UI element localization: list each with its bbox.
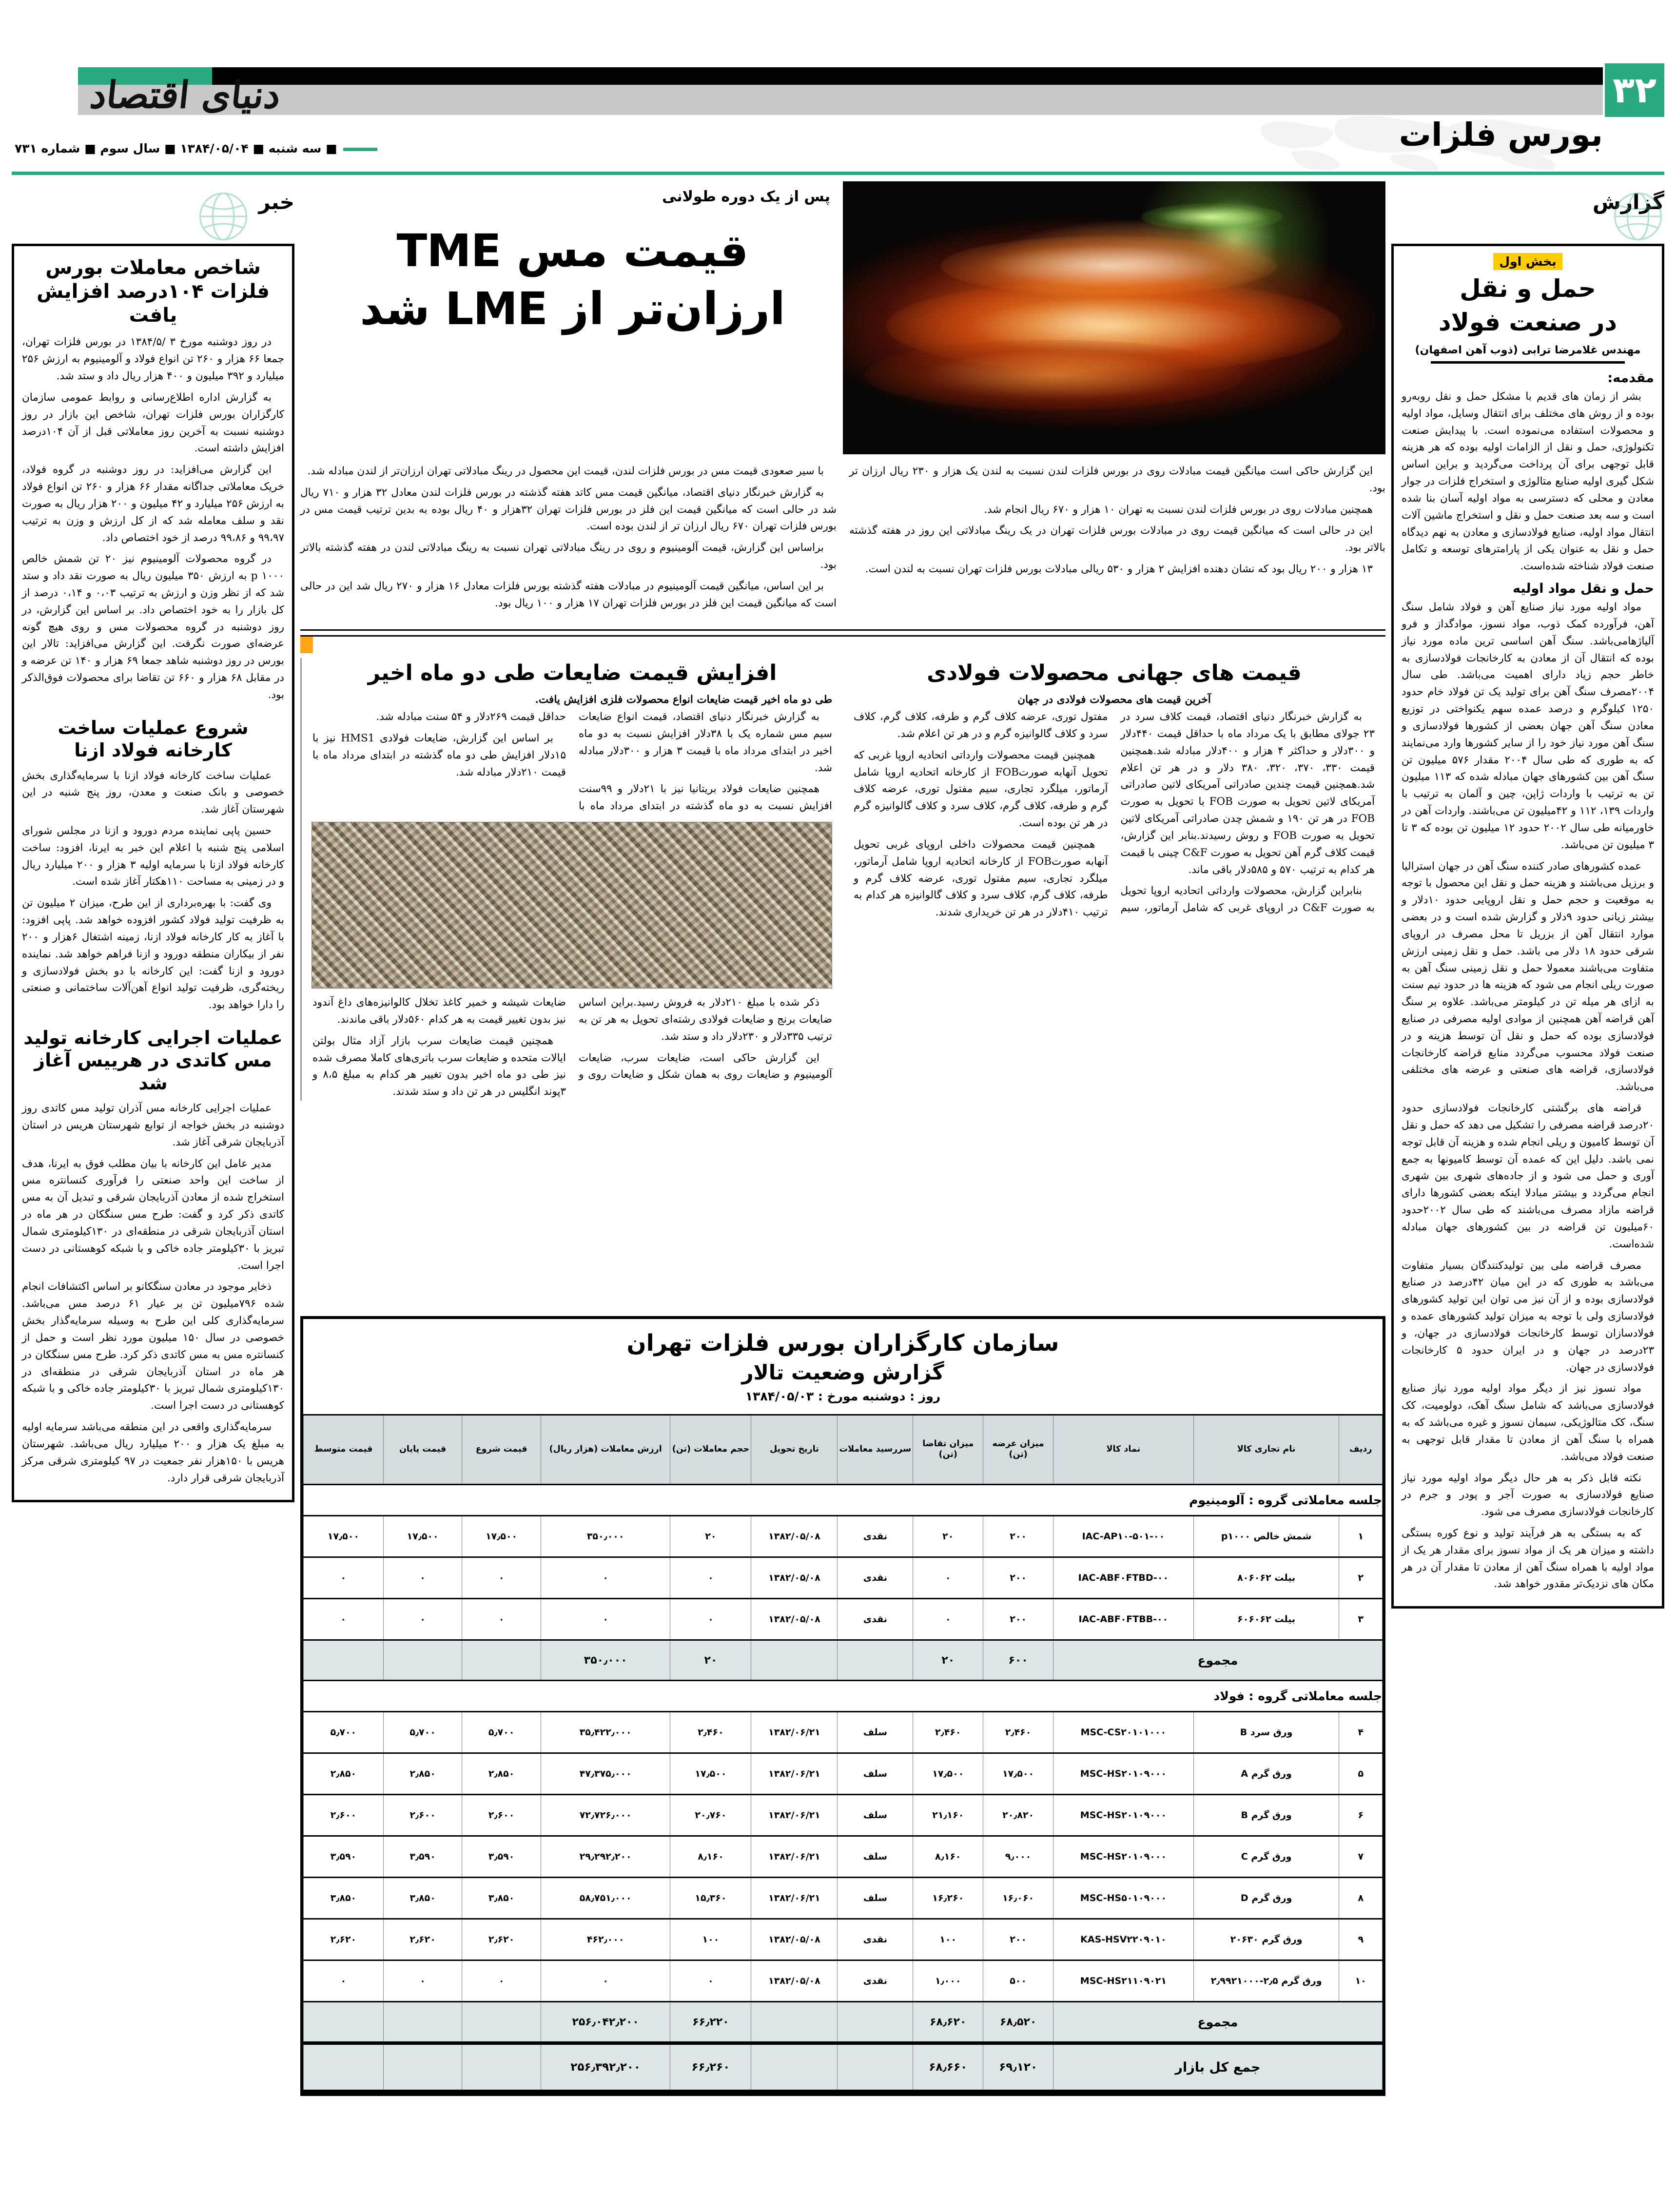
cell-supply: ۲٫۴۶۰ (983, 1712, 1053, 1753)
dateline-text: ■ سه شنبه ■ ۱۳۸۴/۰۵/۰۴ ■ سال سوم ■ شماره ۷۳۱ (15, 141, 337, 155)
article2-p2: بر اساس این گزارش، ضایعات فولادی HMS1 نیز با ۱۵دلار افزایش طی دو ماه گذشته در ابتدای مرداد ماه با قیمت ۲۱۰دلار مبادله شد. (312, 732, 566, 778)
lead-p6: این در حالی است که میانگین قیمت روی در مبادلات بورس فلزات تهران در یک رینگ مبادلاتی این روز در هفته گذشته بالاتر بود. (849, 524, 1385, 554)
group2-total-demand: ۶۸٫۶۲۰ (913, 2002, 983, 2043)
cell-open: ۲٫۸۵۰ (462, 1753, 541, 1795)
news2-p0: عملیات ساخت کارخانه فولاد ازنا با سرمایه‌گذاری بخش خصوصی و بانک صنعت و معدن، روز پنج شنبه در این شهرستان آغاز شد. (22, 769, 284, 816)
masthead-logo: دنیای اقتصاد (88, 73, 283, 116)
cell-value: ۲۹٫۲۹۲٫۲۰۰ (541, 1836, 670, 1878)
cell-value: ۰ (541, 1960, 670, 2002)
report-part-badge: بخش اول (1493, 253, 1562, 270)
cell-open: ۰ (462, 1960, 541, 2002)
cell-no: ۹ (1339, 1919, 1383, 1960)
report-rule (1431, 361, 1625, 364)
lead-p0: با سیر صعودی قیمت مس در بورس فلزات لندن، قیمت این محصول در رینگ مبادلاتی تهران ارزان‌تر از لندن مبادله شد. (307, 465, 824, 477)
group2-total-close (383, 2002, 462, 2043)
center-two-articles (300, 658, 1385, 1101)
cell-volume: ۲۰٫۷۶۰ (670, 1795, 751, 1836)
cell-name: ورق گرم C (1193, 1836, 1339, 1878)
cell-demand: ۲٫۴۶۰ (913, 1712, 983, 1753)
group1-total-demand: ۲۰ (913, 1640, 983, 1681)
news3-p0: عملیات اجرایی کارخانه مس آذران تولید مس کاتدی روز دوشنبه در بخش خواجه‌ از توابع شهرستان هریس در استان آذربایجان شرقی آغاز شد. (22, 1102, 284, 1148)
cell-value: ۰ (541, 1599, 670, 1640)
article2-headline: افزایش قیمت ضایعات طی دو ماه اخیر (368, 660, 777, 685)
cell-demand: ۱۰۰ (913, 1919, 983, 1960)
report-p4: مصرف قراضه ملی بین تولیدکنندگان بسیار متفاوت می‌باشد به طوری که در این میان ۴۲درصد در صنایع فولادسازی بوده و از آن نیز می توان این تولید کشورهای فولادسازی ولی با توجه به میزان تولید کشورهای عمده و فولادسازان توسط کارخانجات فولادسازی در جهان، و ۲۳درصد در جهان و در ایران حدود ۵ کارخانجات فولادسازی در جهان. (1402, 1259, 1655, 1374)
group1-total-settle (838, 1640, 913, 1681)
table-row (304, 1960, 1383, 2002)
cell-avg: ۰ (304, 1960, 384, 2002)
grand-total-label: جمع کل بازار (1053, 2043, 1383, 2092)
cell-demand: ۱۷٫۵۰۰ (913, 1753, 983, 1795)
cell-supply: ۲۰۰ (983, 1919, 1053, 1960)
cell-supply: ۱۷٫۵۰۰ (983, 1753, 1053, 1795)
bourse-status-table (300, 1316, 1385, 2096)
header-green-rule (12, 172, 1664, 175)
cell-close: ۲٫۶۰۰ (383, 1795, 462, 1836)
th-avg-price: قیمت متوسط (304, 1415, 384, 1485)
table-row (304, 1712, 1383, 1753)
cell-supply: ۹٫۰۰۰ (983, 1836, 1053, 1878)
cell-no: ۸ (1339, 1878, 1383, 1919)
cell-volume: ۱۷٫۵۰۰ (670, 1753, 751, 1795)
article3-p3: همچنین قیمت محصولات داخلی اروپای غربی تحویل آنهابه صورتFOB از کارخانه اتحادیه اروپا شامل آرماتور، میلگرد تجاری، سیم مفتول توری، عرضه کلاف گرم و طرفه، کلاف گرم، کلاف سرد و کلاف گالوانیزه هر کدام به ترتیب ۴۱۰دلار در هر تن خریداری شدند. (854, 838, 1108, 919)
lead-p2: براساس این گزارش، قیمت آلومینیوم و روی در رینگ مبادلاتی تهران نسبت به رینگ مبادلاتی لندن در هفته گذشته بالاتر بود. (300, 542, 837, 571)
cell-supply: ۵۰۰ (983, 1960, 1053, 2002)
table-row (304, 1599, 1383, 1640)
cell-volume: ۲٫۴۶۰ (670, 1712, 751, 1753)
cell-volume: ۰ (670, 1557, 751, 1599)
group2-total-label: مجموع (1053, 2002, 1383, 2043)
news3-body (22, 1100, 284, 1487)
table-row (304, 1836, 1383, 1878)
cell-demand: ۲۰ (913, 1516, 983, 1557)
cell-supply: ۲۰٫۸۲۰ (983, 1795, 1053, 1836)
cell-name: شمش خالص p۱۰۰۰ (1193, 1516, 1339, 1557)
scrap-metal-photo (312, 822, 832, 989)
news1-p2: این گزارش می‌افزاید: در روز دوشنبه در گروه فولاد، خریک معاملاتی جداگانه مقدار ۶۶ هزار و ۲۶۰ تن انواع فولاد به ارزش ۲۵۶ میلیارد و ۴۲ میلیون و ۲۰۰ هزار ریال به صورت نقد و سلف معامله شد که از کل ارزش و وزن به ترتیب ۹۹،۹۷ و ۹۹،۸۶ درصد از خود اختصاص داد. (22, 464, 284, 544)
cell-avg: ۲٫۶۲۰ (304, 1919, 384, 1960)
page-section-title: بورس فلزات (1399, 116, 1603, 154)
group1-total-close (383, 1640, 462, 1681)
cell-volume: ۱۰۰ (670, 1919, 751, 1960)
cell-symbol: IAC-ABF۰FTBD-۰۰ (1053, 1557, 1194, 1599)
lead-headline-block (300, 181, 843, 454)
lead-headline-line1: قیمت مس TME (396, 225, 749, 277)
cell-close: ۵٫۷۰۰ (383, 1712, 462, 1753)
grand-total-open (462, 2043, 541, 2092)
cell-delivery: ۱۳۸۲/۰۶/۲۱ (751, 1878, 838, 1919)
news2-headline: شروع عملیات ساخت کارخانه فولاد ازنا (58, 717, 249, 761)
lead-headline-line2: ارزان‌تر از LME شد (360, 283, 785, 335)
article2-p0: به گزارش خبرنگار دنیای اقتصاد، قیمت انواع ضایعات سیم مس شماره یک با ۳۸دلار افزایش نسبت به دو ماه اخیر در ابتدای مرداد ماه با قیمت ۳ هزار و ۳۰۰دلار مبادله شد. (579, 711, 832, 774)
cell-avg: ۳٫۵۹۰ (304, 1836, 384, 1878)
article3-p0: به گزارش خبرنگار دنیای اقتصاد، قیمت کلاف سرد در ۲۳ جولای مطابق با یک مرداد ماه با حداقل قیمت ۴۴۰دلار و ۳۰۰دلار و حداکثر ۴ هزار و ۴۰۰دلار مبادله شد.همچنین قیمت ۳۳۰، ۳۷۰، ۳۲۰، ۳۸۰ دلار و در هر تن اعلام شد.همچنین قیمت چندین صادراتی آمریکای لاتین صادراتی آمریکای لاتین تحویل به صورت FOB با تحویل به صورت FOB در هر تن ۱۹۰ و شمش چدن صادراتی آمریکای لاتین تحویل به صورت FOB و روش رسیدند.بنابر این گزارش، قیمت کلاف گرم آهن تحویل به صورت C&F چینی با قیمت هر کدام به ترتیب ۵۷۰ و ۵۸۵دلار باقی ماند. (1120, 711, 1375, 876)
table-title-date: روز : دوشنبه مورخ : ۱۳۸۴/۰۵/۰۳ (745, 1389, 941, 1403)
lead-body-col-b (849, 463, 1385, 617)
group1-total-open (462, 1640, 541, 1681)
grand-total-settle (838, 2043, 913, 2092)
cell-no: ۳ (1339, 1599, 1383, 1640)
cell-settle: سلف (838, 1753, 913, 1795)
news3-p3: سرمایه‌گذاری واقعی در این منطقه می‌باشد سرمایه اولیه به مبلغ یک هزار و ۲۰۰ میلیارد ریال می‌باشد. شهرستان هریس با ۱۵۰هزار نفر جمعیت در ۹۷ کیلومتری شرقی مرکز آذربایجان شرقی قرار دارد. (22, 1421, 285, 1484)
cell-value: ۵۸٫۷۵۱٫۰۰۰ (541, 1878, 670, 1919)
globe-icon (197, 190, 250, 243)
cell-value: ۴۷٫۳۷۵٫۰۰۰ (541, 1753, 670, 1795)
report-p1: مواد اولیه مورد نیاز صنایع آهن و فولاد شامل سنگ آهن، فرآورده کمک ذوب، مواد نسوز، موادگداز و فرو آلیاژ‌هامی‌باشد. سنگ آهن اساسی ترین ماده مورد نیاز بوده که انتقال آن از معادن به کارخانجات فولادسازی به خاطر حجم زیاد دارای اهمیت می‌باشد. طی سال ۲۰۰۴مصرف سنگ آهن برای تولید یک تن فولاد خام حدود ۱۲۵۰ کیلوگرم و درصد عمده سهم یکنواختی در توزیع معادن سنگ آهن جهان بعضی از کشورها فولادسازی و سنگ آهن مورد نیاز خود را از سایر کشورها وارد می‌نمایند که به طوری که طی سال ۲۰۰۴ مقدار ۵۷۶ میلیون تن سنگ آهن بین کشورهای جهان مبادله شده که ۱۱۳ میلیون تن به ترتیب با واردات ژاپن، چین و آلمان به ترتیب با واردات ۱۳۹، ۱۱۲ و ۴۲میلیون تن می‌باشند. واردات آهن در خاورمیانه طی سال ۲۰۰۲ حدود ۱۲ میلیون تن بوده که ۳ تا ۳ میلیون تن می‌باشد. (1402, 601, 1654, 851)
group2-total-avg (304, 2002, 384, 2043)
th-settlement: سررسید معاملات (838, 1415, 913, 1485)
news1-p1: به گزارش اداره اطلاع‌رسانی و روابط عمومی سازمان کارگزاران بورس فلزات تهران، شاخص این بازار در روز دوشنبه نسبت به آخرین روز معاملاتی قبل از آن ۱۰۴درصد افزایش داشته است. (22, 391, 284, 455)
lead-p3: بر این اساس، میانگین قیمت آلومینیوم در مبادلات هفته گذشته بورس فلزات معادل ۱۶ هزار و ۲۷۰ ریال شد این در حالی است که میانگین قیمت این فلز در بورس فلزات تهران ۱۷ هزار و ۱۰۰ ریال بود. (300, 580, 837, 609)
group2-total-value: ۲۵۶٫۰۴۲٫۲۰۰ (541, 2002, 670, 2043)
cell-no: ۴ (1339, 1712, 1383, 1753)
cell-close: ۳٫۵۹۰ (383, 1836, 462, 1878)
article2-p1: همچنین ضایعات فولاد بریتانیا نیز با ۲۱دلار و ۹۹سنت افزایش نسبت به دو ماه گذشته در ابتدای مرداد ماه با حداقل قیمت ۲۶۹دلار و ۵۴ سنت مبادله شد. (376, 711, 832, 813)
cell-value: ۷۲٫۷۲۶٫۰۰۰ (541, 1795, 670, 1836)
cell-settle: نقدی (838, 1599, 913, 1640)
group1-total-supply: ۶۰۰ (983, 1640, 1053, 1681)
news2-p2: وی گفت: با بهره‌برداری از این طرح، میزان ۲ میلیون تن به ظرفیت تولید فولاد کشور افزوده خواهد شد. پاپی افزود: با آغاز به کار کارخانه فولاد ازنا، زمینه اشتغال ۶هزار و ۲۰۰ نفر از بیکاران منطقه دورود و ازنا فراهم خواهد شد. نماینده دورود و ازنا گفت: این کارخانه با دو بخش فولادسازی و ریخته‌گری، ظرفیت تولید انواع آهن‌آلات ساختمانی و صنعتی را دارا خواهد بود. (22, 897, 284, 1011)
center-section-divider (300, 629, 1385, 637)
left-news-column (12, 181, 294, 1502)
report-subhead-1: مقدمه: (1607, 370, 1654, 386)
cell-open: ۲٫۶۲۰ (462, 1919, 541, 1960)
right-report-column (1391, 181, 1664, 1609)
cell-settle: نقدی (838, 1960, 913, 2002)
lead-p4: این گزارش حاکی است میانگین قیمت مبادلات روی در بورس فلزات لندن نسبت به لندن یک هزار و ۲۳۰ ریال ارزان تر بود. (849, 465, 1385, 494)
article3-headline: قیمت های جهانی محصولات فولادی (927, 660, 1302, 685)
cell-name: بیلت ۶۰۶۰۶۲ (1193, 1599, 1339, 1640)
th-row-no: ردیف (1339, 1415, 1383, 1485)
cell-avg: ۳٫۸۵۰ (304, 1878, 384, 1919)
cell-name: ورق گرم D (1193, 1878, 1339, 1919)
cell-volume: ۲۰ (670, 1516, 751, 1557)
article2-p4: این گزارش حاکی است، ضایعات سرب، ضایعات آلومینیوم و ضایعات روی به همان شکل و ضایعات روی و ضایعات شیشه و خمیر کاغذ تخلال کالوانیزه‌های داغ آندود نیز بدون تغییر قیمت به هر کدام ۵۶۰دلار باقی ماندند. (312, 996, 832, 1081)
lead-kicker: پس از یک دوره طولانی (662, 188, 830, 205)
report-p2: عمده کشورهای صادر کننده سنگ آهن در جهان استرالیا و برزیل می‌باشند و هزینه حمل و نقل این محصول با توجه به موقعیت و حجم حمل و نقل اروپایی حدود ۱۰دلار و بیشتر زیانی حدود ۹دلار و گزارش شده است و در بعضی موارد انتقال آهن از بزریل تا محل مصرف در اروپای شرقی حدود ۱۸ دلار می باشد. حمل و نقل زمینی ارزش متفاوت می‌باشند معمولا حمل و نقل زمینی سنگ آهن به صورت ریلی انجام می شود که هزینه ها در حدود نیم سنت به ازای هر میله تن در کیلومتر می‌باشد. علاوه بر سنگ آهن قراضه آهن همچنین از موادی اولیه مصرفی در صنایع فولادسازی بوده که حمل و نقل آن توسط هزینه و در صنعت فولاد محسوب می‌گردد منابع قراضه کارخانجات فولادسازی، قراضه های صنعتی و عرضه های مختلفی می‌باشد. (1402, 860, 1655, 1093)
cell-delivery: ۱۳۸۲/۰۶/۲۱ (751, 1795, 838, 1836)
cell-close: ۰ (383, 1599, 462, 1640)
cell-delivery: ۱۳۸۲/۰۶/۲۱ (751, 1712, 838, 1753)
th-open-price: قیمت شروع (462, 1415, 541, 1485)
cell-delivery: ۱۳۸۲/۰۵/۰۸ (751, 1960, 838, 2002)
cell-delivery: ۱۳۸۲/۰۵/۰۸ (751, 1516, 838, 1557)
orange-marker (300, 637, 313, 653)
cell-value: ۰ (541, 1557, 670, 1599)
table-header-row (304, 1415, 1383, 1485)
cell-close: ۲٫۸۵۰ (383, 1753, 462, 1795)
report-title-line2: در صنعت فولاد (1438, 308, 1618, 336)
group1-total-row (304, 1640, 1383, 1681)
news3-headline: عملیات اجرایی کارخانه تولید مس کاتدی در هرییس آغاز شد (23, 1027, 283, 1094)
news3-p2: ذخایر موجود در معادن سنگکانو بر اساس اکتشافات انجام شده ۷۹۶میلیون تن بر عیار ۶۱ درصد مس می‌باشد. سرمایه‌گذاری کلی این طرح به وسیله سرمایه‌گذار بخش خصوصی در سال ۱۵۰ میلیون مورد نظر است و حمل از کنسانتره مس به مس کاتدی ذکر کرد. طرح مس سنگکان در هر ماه در استان آذربایجان شرقی در منطقه‌ای در ۱۳۰کیلومتری شمال تبریز با ۳۰کیلومتر جاده خاکی و با شبکه کوهستانی در دست اجرا است. (22, 1281, 285, 1412)
report-title-line1: حمل و نقل (1460, 274, 1596, 303)
table-title-block (303, 1319, 1383, 1414)
cell-close: ۲٫۶۲۰ (383, 1919, 462, 1960)
th-delivery-date: تاریخ تحویل (751, 1415, 838, 1485)
masthead (0, 0, 1676, 161)
cell-no: ۵ (1339, 1753, 1383, 1795)
table-row (304, 1795, 1383, 1836)
group1-total-label: مجموع (1053, 1640, 1383, 1681)
table-title-report: گزارش وضعیت تالار (741, 1360, 944, 1384)
cell-open: ۳٫۸۵۰ (462, 1878, 541, 1919)
right-report-frame (1391, 244, 1664, 1609)
group1-total-value: ۳۵۰٫۰۰۰ (541, 1640, 670, 1681)
cell-avg: ۱۷٫۵۰۰ (304, 1516, 384, 1557)
lead-body-columns (300, 463, 1385, 617)
cell-avg: ۲٫۶۰۰ (304, 1795, 384, 1836)
cell-symbol: IAC-AP۱۰-۵۰۱-۰۰ (1053, 1516, 1194, 1557)
table-row (304, 1516, 1383, 1557)
table-row (304, 1919, 1383, 1960)
table-row (304, 1753, 1383, 1795)
article2-p3: ذکر شده با مبلغ ۲۱۰دلار به فروش رسید.براین اساس ضایعات برنج و ضایعات فولادی رشته‌ای تحویل به هر تن به ترتیب ۳۳۵دلار و ۲۳۰دلار داد و ستد شد. (579, 996, 832, 1043)
cell-symbol: IAC-ABF۰FTBB-۰۰ (1053, 1599, 1194, 1640)
group-header-steel (304, 1681, 1383, 1712)
cell-close: ۳٫۸۵۰ (383, 1878, 462, 1919)
grand-total-volume: ۶۶٫۲۶۰ (670, 2043, 751, 2092)
cell-supply: ۲۰۰ (983, 1516, 1053, 1557)
cell-symbol: MSC-HS۲۰۱۰۹۰۰۰ (1053, 1836, 1194, 1878)
cell-volume: ۰ (670, 1599, 751, 1640)
cell-settle: سلف (838, 1878, 913, 1919)
lead-p5: همچنین مبادلات روی در بورس فلزات لندن نسبت به تهران ۱۰ هزار و ۶۷۰ ریال انجام شد. (984, 503, 1373, 516)
dateline (15, 141, 377, 155)
cell-close: ۱۷٫۵۰۰ (383, 1516, 462, 1557)
cell-name: ورق گرم A (1193, 1753, 1339, 1795)
cell-symbol: KAS-HSV۲۲۰۹۰۱۰ (1053, 1919, 1194, 1960)
center-main-column (300, 181, 1385, 1101)
article-world-steel-prices (843, 658, 1385, 1101)
th-demand: میزان تقاضا (تن) (913, 1415, 983, 1485)
cell-delivery: ۱۳۸۲/۰۵/۰۸ (751, 1557, 838, 1599)
news1-p0: در روز دوشنبه مورخ ۳ /۱۳۸۴/۵ در بورس فلزات تهران، جمعا ۶۶ هزار و ۲۶۰ تن انواع فولاد و آلومینیوم به ارزش ۲۵۶ میلیارد و ۳۹۲ میلیون و ۴۰۰ هزار ریال داد و ستد شد. (22, 336, 284, 383)
news1-headline: شاخص معاملات بورس فلزات ۱۰۴درصد افزایش یافت (37, 256, 270, 327)
table-row (304, 1557, 1383, 1599)
article3-p2: همچنین قیمت محصولات وارداتی اتحادیه اروپا غربی که تحویل آنهابه صورتFOB از کارخانه اتحادیه اروپا شامل آرماتور، میلگرد تجاری، سیم مفتول توری، عرضه کلاف گرم و طرفه، کلاف گرم، کلاف سرد و کلاف گالوانیزه گرم در هر تن بوده است. (854, 749, 1108, 830)
th-product-name: نام تجاری کالا (1193, 1415, 1339, 1485)
cell-demand: ۱٫۰۰۰ (913, 1960, 983, 2002)
grand-total-value: ۲۵۶٫۳۹۲٫۲۰۰ (541, 2043, 670, 2092)
cell-open: ۵٫۷۰۰ (462, 1712, 541, 1753)
cell-settle: سلف (838, 1795, 913, 1836)
news3-p1: مدیر عامل این کارخانه با بیان مطلب فوق به ایرنا، هدف از ساخت این واحد صنعتی را فرآوری کنسانتره مس استخراج شده از معادن آذربایجان شرقی و تبدیل آن به مس کاتدی ذکر کرد و گفت: طرح مس سنگکان در هر ماه در استان آذربایجان شرقی در منطقه‌ای در ۱۳۰کیلومتری شمال تبریز با ۳۰کیلومتر جاده خاکی و با شبکه کوهستانی در دست اجرا است. (22, 1157, 285, 1272)
group1-total-volume: ۲۰ (670, 1640, 751, 1681)
th-supply: میزان عرضه (تن) (983, 1415, 1053, 1485)
th-volume: حجم معاملات (تن) (670, 1415, 751, 1485)
article2-body-2 (312, 994, 832, 1101)
copper-wire-photo (843, 181, 1385, 454)
cell-value: ۴۶۲٫۰۰۰ (541, 1919, 670, 1960)
lead-body-col-a (300, 463, 837, 617)
cell-name: ورق سرد B (1193, 1712, 1339, 1753)
cell-supply: ۱۶٫۰۶۰ (983, 1878, 1053, 1919)
cell-no: ۲ (1339, 1557, 1383, 1599)
cell-delivery: ۱۳۸۲/۰۵/۰۸ (751, 1599, 838, 1640)
cell-no: ۶ (1339, 1795, 1383, 1836)
group2-label: جلسه معاملاتی گروه : فولاد (1213, 1689, 1382, 1703)
article2-subhead: طی دو ماه اخیر قیمت ضایعات انواع محصولات فلزی افزایش یافت. (535, 694, 832, 706)
cell-avg: ۰ (304, 1599, 384, 1640)
cell-close: ۰ (383, 1960, 462, 2002)
group2-total-open (462, 2002, 541, 2043)
lead-story-top (300, 181, 1385, 454)
bourse-table (303, 1414, 1383, 2093)
cell-value: ۳۵٫۴۲۲٫۰۰۰ (541, 1712, 670, 1753)
dateline-dash (343, 148, 377, 151)
cell-value: ۳۵۰٫۰۰۰ (541, 1516, 670, 1557)
cell-name: ورق گرم B (1193, 1795, 1339, 1836)
grand-total-delivery (751, 2043, 838, 2092)
cell-no: ۱ (1339, 1516, 1383, 1557)
report-p7: که به بستگی به هر فرآیند تولید و نوع کوره بستگی داشته و میزان هر یک از مواد نسوز برای مقدار هر یک از مواد اولیه با همراه سنگ آهن از معادن تا مقدار آن در هر مکان های نزدیک‌تر مقدور خواهد شد. (1402, 1527, 1654, 1591)
report-body-1 (1402, 388, 1654, 575)
th-value: ارزش معاملات (هزار ریال) (541, 1415, 670, 1485)
report-p5: مواد نسوز نیز از دیگر مواد اولیه مورد نیاز صنایع فولادسازی می‌باشد که شامل سنگ آهک، دولومیت، کک سنگ، کک متالوژیکی، سیمان نسوز و غیره می‌باشد که به همراه با سنگ آهن از معادن تا مقدار قابل توجهی به صنعت فولاد می‌باشد. (1402, 1382, 1654, 1463)
cell-no: ۷ (1339, 1836, 1383, 1878)
article3-p1: بنابراین گزارش، محصولات وارداتی اتحادیه اروپا تحویل به صورت C&F در اروپای غربی که شامل آرماتور، سیم مفتول توری، عرضه کلاف گرم و طرفه، کلاف گرم، کلاف سرد و کلاف گالوانیزه گرم و در هر تن اعلام شد. (854, 711, 1375, 914)
cell-demand: ۲۱٫۱۶۰ (913, 1795, 983, 1836)
group2-total-supply: ۶۸٫۵۲۰ (983, 2002, 1053, 2043)
cell-delivery: ۱۳۸۲/۰۵/۰۸ (751, 1919, 838, 1960)
cell-name: بیلت ۸۰۶۰۶۲ (1193, 1557, 1339, 1599)
cell-open: ۱۷٫۵۰۰ (462, 1516, 541, 1557)
cell-avg: ۵٫۷۰۰ (304, 1712, 384, 1753)
cell-symbol: MSC-HS۲۰۱۰۹۰۰۰ (1053, 1753, 1194, 1795)
cell-settle: نقدی (838, 1516, 913, 1557)
report-p6: نکته قابل ذکر به هر حال دیگر مواد اولیه مورد نیاز صنایع فولادسازی به صورت آجر و پودر و جرم در کارخانجات فولادسازی مصرف می شود. (1402, 1472, 1654, 1518)
cell-delivery: ۱۳۸۲/۰۶/۲۱ (751, 1753, 838, 1795)
cell-open: ۰ (462, 1599, 541, 1640)
report-subhead-2: حمل و نقل مواد اولیه (1512, 581, 1654, 597)
cell-volume: ۰ (670, 1960, 751, 2002)
news1-p3: در گروه محصولات آلومینیوم نیز ۲۰ تن شمش خالص ۱۰۰۰ p به ارزش ۳۵۰ میلیون ریال به صورت نقد داد و ستد شد که از نظر وزن و ارزش به ترتیب ۰،۰۳ و ۰،۱۴ درصد از کل بازار را به خود اختصاص داد. بر اساس این گزارش، در روز دوشنبه در گروه محصولات مس و روی هیچ گونه عرضه‌ای صورت نگرفت. این گزارش می‌افزاید: تالار این بورس در روز دوشنبه شاهد جمعا ۶۹ هزار و ۱۴۰ تن عرضه و در مقابل ۶۸ هزار و ۶۶۰ تن تقاضا برای محصولات فوق‌الذکر بود. (22, 553, 285, 701)
article-scrap-prices (300, 658, 843, 1101)
group2-total-settle (838, 2002, 913, 2043)
cell-settle: سلف (838, 1712, 913, 1753)
globe-icon (1612, 190, 1664, 243)
cell-symbol: MSC-HS۲۰۱۰۹۰۰۰ (1053, 1795, 1194, 1836)
cell-supply: ۲۰۰ (983, 1557, 1053, 1599)
report-p3: قراضه های برگشتی کارخانجات فولادسازی حدود ۲۰درصد قراضه مصرفی را تشکیل می دهد که حمل و نقل آن توسط کامیون و ریلی انجام شده و هزینه آن قابل توجه نمی باشد. دلیل این که عمده آن توسط کامیونها به جمع آوری و حمل می شود و از جاده‌های شهری بین شهری انجام می‌گردد و بیشتر مبادلا اینکه بعضی کشورها دارای قراضه مازاد مصرف می‌باشند که طی سال ۲۰۰۲حدود ۶۰میلیون تن قراضه در بین کشورهای جهان مبادله شده‌است. (1402, 1102, 1654, 1250)
grand-total-row (304, 2043, 1383, 2092)
article3-subhead: آخرین قیمت های محصولات فولادی در جهان (1017, 694, 1211, 706)
cell-open: ۲٫۶۰۰ (462, 1795, 541, 1836)
left-news-frame (12, 244, 294, 1502)
table-title-org: سازمان کارگزاران بورس فلزات تهران (626, 1330, 1059, 1357)
cell-settle: سلف (838, 1836, 913, 1878)
masthead-black-bar (78, 67, 1603, 85)
cell-volume: ۸٫۱۶۰ (670, 1836, 751, 1878)
cell-open: ۳٫۵۹۰ (462, 1836, 541, 1878)
report-byline: مهندس غلامرضا ترابی (ذوب آهن اصفهان) (1415, 344, 1641, 356)
th-close-price: قیمت پایان (383, 1415, 462, 1485)
masthead-grey-bar (78, 85, 1603, 115)
grand-total-close (383, 2043, 462, 2092)
cell-name: ورق گرم ۲٫۵-۲٫۹۹۲۱۰۰۰ (1193, 1960, 1339, 2002)
lead-p1: به گزارش خبرنگار دنیای اقتصاد، میانگین قیمت مس کاتد هفته گذشته در بورس فلزات لندن معادل ۳۲ هزار و ۷۱۰ ریال شد در حالی است که میانگین قیمت این فلز در بورس فلزات تهران ۳۲هزار و ۴۰ ریال بوده به بدین ترتیب قیمت مس در بورس فلزات تهران ۶۷۰ ریال ارزان تر از لندن بوده است. (300, 486, 837, 533)
grand-total-supply: ۶۹٫۱۲۰ (983, 2043, 1053, 2092)
cell-demand: ۰ (913, 1557, 983, 1599)
group1-total-delivery (751, 1640, 838, 1681)
article2-body (312, 709, 832, 815)
cell-avg: ۰ (304, 1557, 384, 1599)
group1-label: جلسه معاملاتی گروه : آلومینیوم (1189, 1493, 1382, 1507)
lead-p7: ۱۳ هزار و ۲۰۰ ریال بود که نشان دهنده افزایش ۲ هزار و ۵۳۰ ریالی مبادلات بورس فلزات تهران نسبت به لندن است. (865, 563, 1373, 576)
group2-total-delivery (751, 2002, 838, 2043)
news1-body (22, 334, 284, 703)
article3-body (854, 709, 1375, 921)
grand-total-demand: ۶۸٫۶۶۰ (913, 2043, 983, 2092)
cell-demand: ۸٫۱۶۰ (913, 1836, 983, 1878)
news2-body (22, 768, 284, 1014)
grand-total-avg (304, 2043, 384, 2092)
cell-symbol: MSC-CS۲۰۱۰۱۰۰۰ (1053, 1712, 1194, 1753)
table-body (304, 1485, 1383, 2092)
cell-supply: ۲۰۰ (983, 1599, 1053, 1640)
group-header-aluminium (304, 1485, 1383, 1516)
th-symbol: نماد کالا (1053, 1415, 1194, 1485)
cell-close: ۰ (383, 1557, 462, 1599)
group2-total-row (304, 2002, 1383, 2043)
left-column-flag: خبر (258, 190, 294, 214)
cell-name: ورق گرم ۲۰۶۳۰ (1193, 1919, 1339, 1960)
cell-settle: نقدی (838, 1557, 913, 1599)
cell-settle: نقدی (838, 1919, 913, 1960)
group1-total-avg (304, 1640, 384, 1681)
news2-p1: حسین پاپی نماینده مردم دورود و ازنا در مجلس شورای اسلامی پنج شنبه با اعلام این خبر به ایرنا، افزود: ساخت کارخانه فولاد ازنا با سرمایه اولیه ۳ هزار و ۲۰۰ میلیارد ریال و در زمینی به مساحت ۱۱۰هکتار آغاز شده است. (22, 824, 284, 888)
right-column-flag: گزارش (1592, 190, 1664, 214)
cell-avg: ۲٫۸۵۰ (304, 1753, 384, 1795)
cell-open: ۰ (462, 1557, 541, 1599)
cell-symbol: MSC-HS۵۰۱۰۹۰۰۰ (1053, 1878, 1194, 1919)
cell-no: ۱۰ (1339, 1960, 1383, 2002)
report-p0: بشر از زمان های قدیم با مشکل حمل و نقل روبه‌رو بوده و از روش های مختلف برای انتقال وسایل، مواد اولیه و محصولات استفاده می‌نموده است. با پیدایش صنعت تکنولوژی، حمل و نقل از الزامات اولیه بوده که هر هزینه قابل توجهی برای آن پرداخت می‌گردید و براین اساس شکل گیری اولیه صنایع متالوژی و استخراج فلزات در جوار معادن و محلی که دسترسی به مواد اولیه آسان بنا شده است و سه بعد صنعت حمل و نقل و استخراج ماشین آلات انتقال مواد اولیه، صنایع فولادسازی و معادن به نهم دیدگاه حمل و نقل به عنوان یکی از پارامترهای توسعه و تکامل صنعت فولاد شناخته شده‌است. (1402, 390, 1654, 573)
group2-total-volume: ۶۶٫۲۲۰ (670, 2002, 751, 2043)
table-row (304, 1878, 1383, 1919)
report-body-2 (1402, 599, 1654, 1593)
cell-symbol: MSC-HS۲۱۱۰۹۰۲۱ (1053, 1960, 1194, 2002)
page-number: ۳۲ (1605, 63, 1664, 117)
cell-demand: ۱۶٫۲۶۰ (913, 1878, 983, 1919)
article2-p5: همچنین قیمت ضایعات سرب بازار آزاد مثال بولتن ایالات متحده و ضایعات سرب باتری‌های کاملا مصرف شده نیز طی دو ماه اخیر بدون تغییر هر کدام به مبلغ ۸،۵ و ۳پوند انگلیس در هر تن داد و ستد شدند. (312, 1034, 566, 1098)
cell-volume: ۱۵٫۳۶۰ (670, 1878, 751, 1919)
cell-delivery: ۱۳۸۲/۰۶/۲۱ (751, 1836, 838, 1878)
cell-demand: ۰ (913, 1599, 983, 1640)
